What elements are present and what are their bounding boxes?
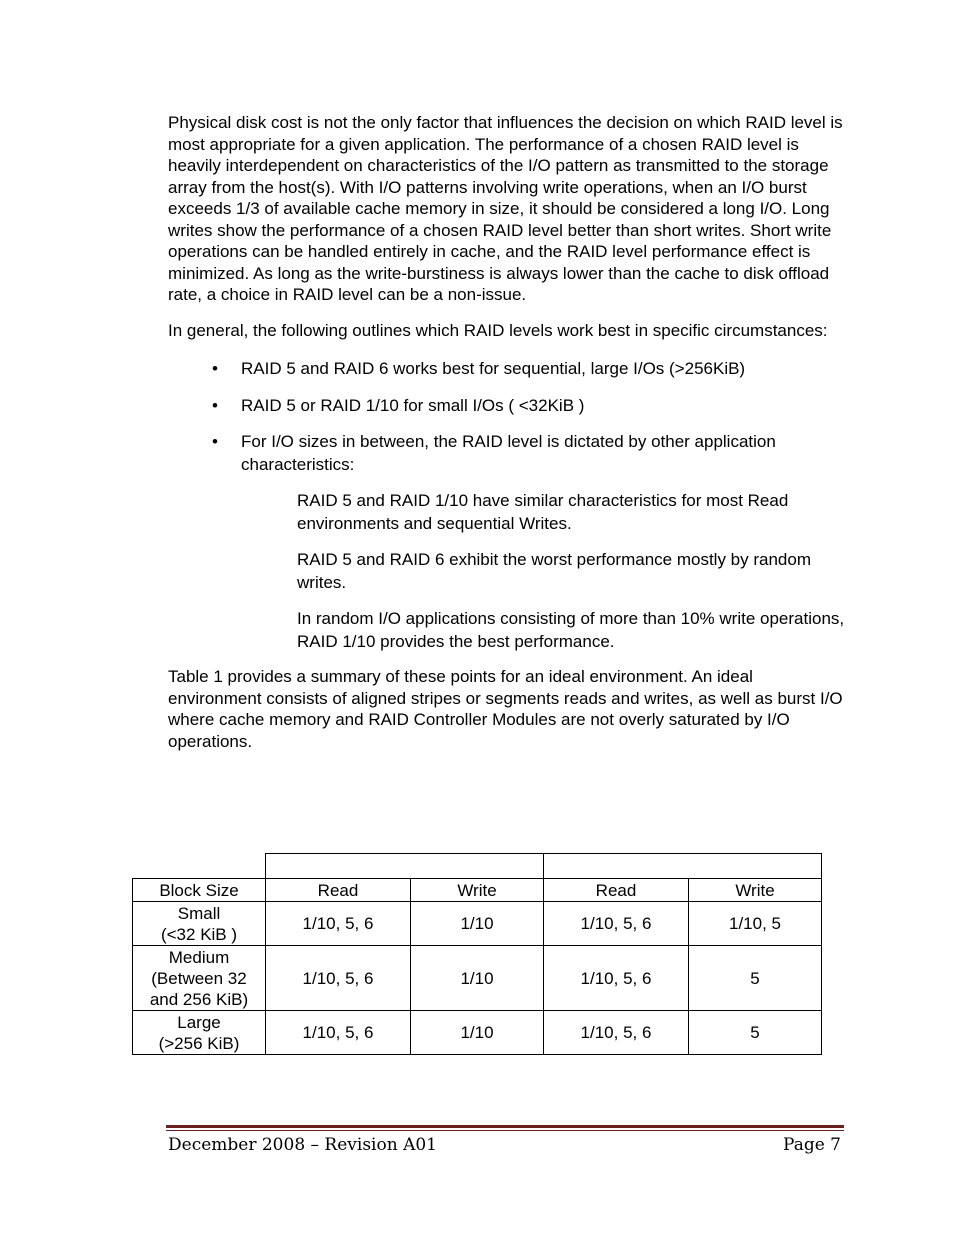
- table-cell: 1/10, 5, 6: [544, 946, 689, 1011]
- sub-item: RAID 5 and RAID 1/10 have similar characteristics for most Read environments and sequential Writes.: [297, 491, 789, 533]
- paragraph-table-intro: Table 1 provides a summary of these points for an ideal environment. An ideal environment consists of aligned stripes or segments reads and writes, as well as burst I/O where cache memory and RAID Controller Modules are not overly saturated by I/O operations.: [168, 667, 843, 751]
- footer-page-number: Page 7: [783, 1135, 841, 1155]
- bullet-list: [168, 358, 848, 476]
- table-header-row: [133, 879, 822, 902]
- footer-rule-thin: [166, 1130, 844, 1131]
- list-item: [168, 395, 848, 418]
- table-header-cell: Read: [544, 879, 689, 902]
- list-item-text: For I/O sizes in between, the RAID level is dictated by other application characteristics:: [241, 432, 776, 474]
- table-cell: 1/10, 5, 6: [544, 1011, 689, 1055]
- bullet-marker: •: [212, 395, 218, 415]
- table-cell: 5: [689, 1011, 822, 1055]
- table-row: [133, 1011, 822, 1055]
- list-item: [168, 431, 848, 476]
- table-cell: 1/10, 5, 6: [266, 1011, 411, 1055]
- table-group-header: [544, 854, 822, 879]
- table-header-cell: Read: [266, 879, 411, 902]
- table-cell: 1/10, 5, 6: [544, 902, 689, 946]
- table-header-cell: Write: [689, 879, 822, 902]
- document-body: [168, 112, 848, 752]
- list-item-text: RAID 5 or RAID 1/10 for small I/Os ( <32KiB ): [241, 395, 585, 415]
- table-cell: 5: [689, 946, 822, 1011]
- raid-level-table: [132, 853, 822, 1055]
- footer-date-revision: December 2008 – Revision A01: [168, 1135, 437, 1155]
- block-size-cell: Medium (Between 32 and 256 KiB): [133, 946, 266, 1011]
- list-item-text: RAID 5 and RAID 6 works best for sequential, large I/Os (>256KiB): [241, 359, 746, 378]
- table-row: [133, 946, 822, 1011]
- table-cell: 1/10, 5, 6: [266, 946, 411, 1011]
- list-item: [168, 358, 848, 381]
- table-corner-blank: [133, 854, 266, 879]
- table-group-header: [266, 854, 544, 879]
- table-cell: 1/10, 5: [689, 902, 822, 946]
- paragraph-raid-cost: Physical disk cost is not the only factor that influences the decision on which RAID level is most appropriate for a given application. The performance of a chosen RAID level is heavily interdependent on characteristics of the I/O pattern as transmitted to the storage array from the host(s). With I/O patterns involving write operations, when an I/O burst exceeds 1/3 of available cache memory in size, it should be considered a long I/O. Long writes show the performance of a chosen RAID level better than short writes. Short write operations can be handled entirely in cache, and the RAID level performance effect is minimized. As long as the write-burstiness is always lower than the cache to disk offload rate, a choice in RAID level can be a non-issue.: [168, 113, 843, 304]
- table-header-cell: Write: [411, 879, 544, 902]
- table-group-header-row: [133, 854, 822, 879]
- block-size-cell: Large (>256 KiB): [133, 1011, 266, 1055]
- sub-item: In random I/O applications consisting of more than 10% write operations, RAID 1/10 provides the best performance.: [297, 609, 845, 651]
- table-cell: 1/10: [411, 902, 544, 946]
- bullet-marker: •: [212, 432, 218, 451]
- block-size-cell: Small (<32 KiB ): [133, 902, 266, 946]
- table-header-cell: Block Size: [133, 879, 266, 902]
- table-row: [133, 902, 822, 946]
- paragraph-general-outline: In general, the following outlines which RAID levels work best in specific circumstances:: [168, 320, 828, 340]
- sub-item: RAID 5 and RAID 6 exhibit the worst performance mostly by random writes.: [297, 550, 811, 592]
- table-cell: 1/10: [411, 1011, 544, 1055]
- footer-rule-thick: [166, 1125, 844, 1128]
- bullet-marker: •: [212, 359, 218, 378]
- table-cell: 1/10, 5, 6: [266, 902, 411, 946]
- table-cell: 1/10: [411, 946, 544, 1011]
